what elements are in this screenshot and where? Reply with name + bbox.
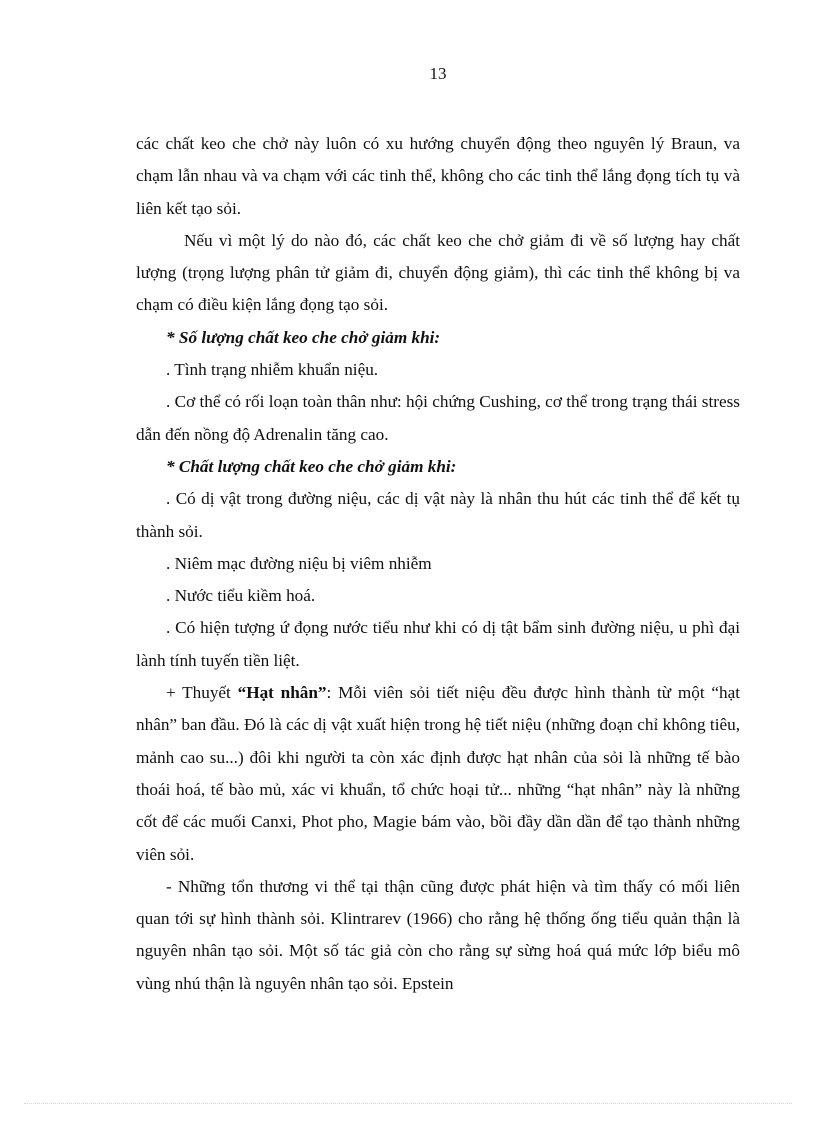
list-item: . Cơ thể có rối loạn toàn thân như: hội chứng Cushing, cơ thể trong trạng thái stress dẫn đến nồng độ Adrenalin tăng cao.	[136, 392, 740, 444]
page-body	[136, 128, 740, 1000]
page-number: 13	[429, 64, 447, 83]
paragraph-2: Nếu vì một lý do nào đó, các chất keo che chở giảm đi về số lượng hay chất lượng (trọng lượng phân tử giảm đi, chuyển động giảm), thì các tinh thể không bị va chạm có điều kiện lắng đọng tạo sỏi.	[136, 230, 740, 315]
list-item: . Có hiện tượng ứ đọng nước tiểu như khi có dị tật bẩm sinh đường niệu, u phì đại lành tính tuyến tiền liệt.	[136, 618, 740, 670]
page-bottom-divider	[24, 1103, 792, 1104]
list-item: . Tình trạng nhiễm khuẩn niệu.	[166, 360, 379, 380]
paragraph-microscopic-lesions: - Những tổn thương vi thể tại thận cũng được phát hiện và tìm thấy có mối liên quan tới sự hình thành sỏi. Klintrarev (1966) cho rằng hệ thống ống tiểu quản thận là nguyên nhân tạo sỏi. Một số tác giả còn cho rằng sự sừng hoá quá mức lớp biểu mô vùng nhú thận là nguyên nhân tạo sỏi. Epstein	[136, 876, 740, 993]
list-item: . Có dị vật trong đường niệu, các dị vật này là nhân thu hút các tinh thể để kết tụ thành sỏi.	[136, 489, 740, 541]
nucleus-text: : Mỗi viên sỏi tiết niệu đều được hình thành từ một “hạt nhân” ban đầu. Đó là các dị vật xuất hiện trong hệ tiết niệu (những đoạn chỉ không tiêu, mảnh cao su...) đôi khi người ta còn xác định được hạt nhân của sỏi là những tế bào thoái hoá, tế bào mủ, xác vi khuẩn, tổ chức hoại tử... những “hạt nhân” này là những cốt để các muối Canxi, Phot pho, Magie bám vào, bồi đầy dần dần để tạo thành những viên sỏi.	[136, 683, 740, 864]
nucleus-prefix: + Thuyết	[166, 683, 238, 703]
heading-quantity: * Số lượng chất keo che chở giảm khi:	[166, 327, 441, 347]
list-item: . Nước tiểu kiềm hoá.	[166, 586, 316, 606]
paragraph-nucleus-theory	[136, 677, 740, 871]
heading-quality: * Chất lượng chất keo che chở giảm khi:	[166, 456, 457, 476]
nucleus-term: “Hạt nhân”	[237, 683, 327, 703]
paragraph-1: các chất keo che chở này luôn có xu hướng chuyển động theo nguyên lý Braun, va chạm lẫn nhau và va chạm với các tinh thể, không cho các tinh thể lắng đọng tích tụ và liên kết tạo sỏi.	[136, 134, 740, 218]
list-item: . Niêm mạc đường niệu bị viêm nhiễm	[166, 553, 432, 573]
